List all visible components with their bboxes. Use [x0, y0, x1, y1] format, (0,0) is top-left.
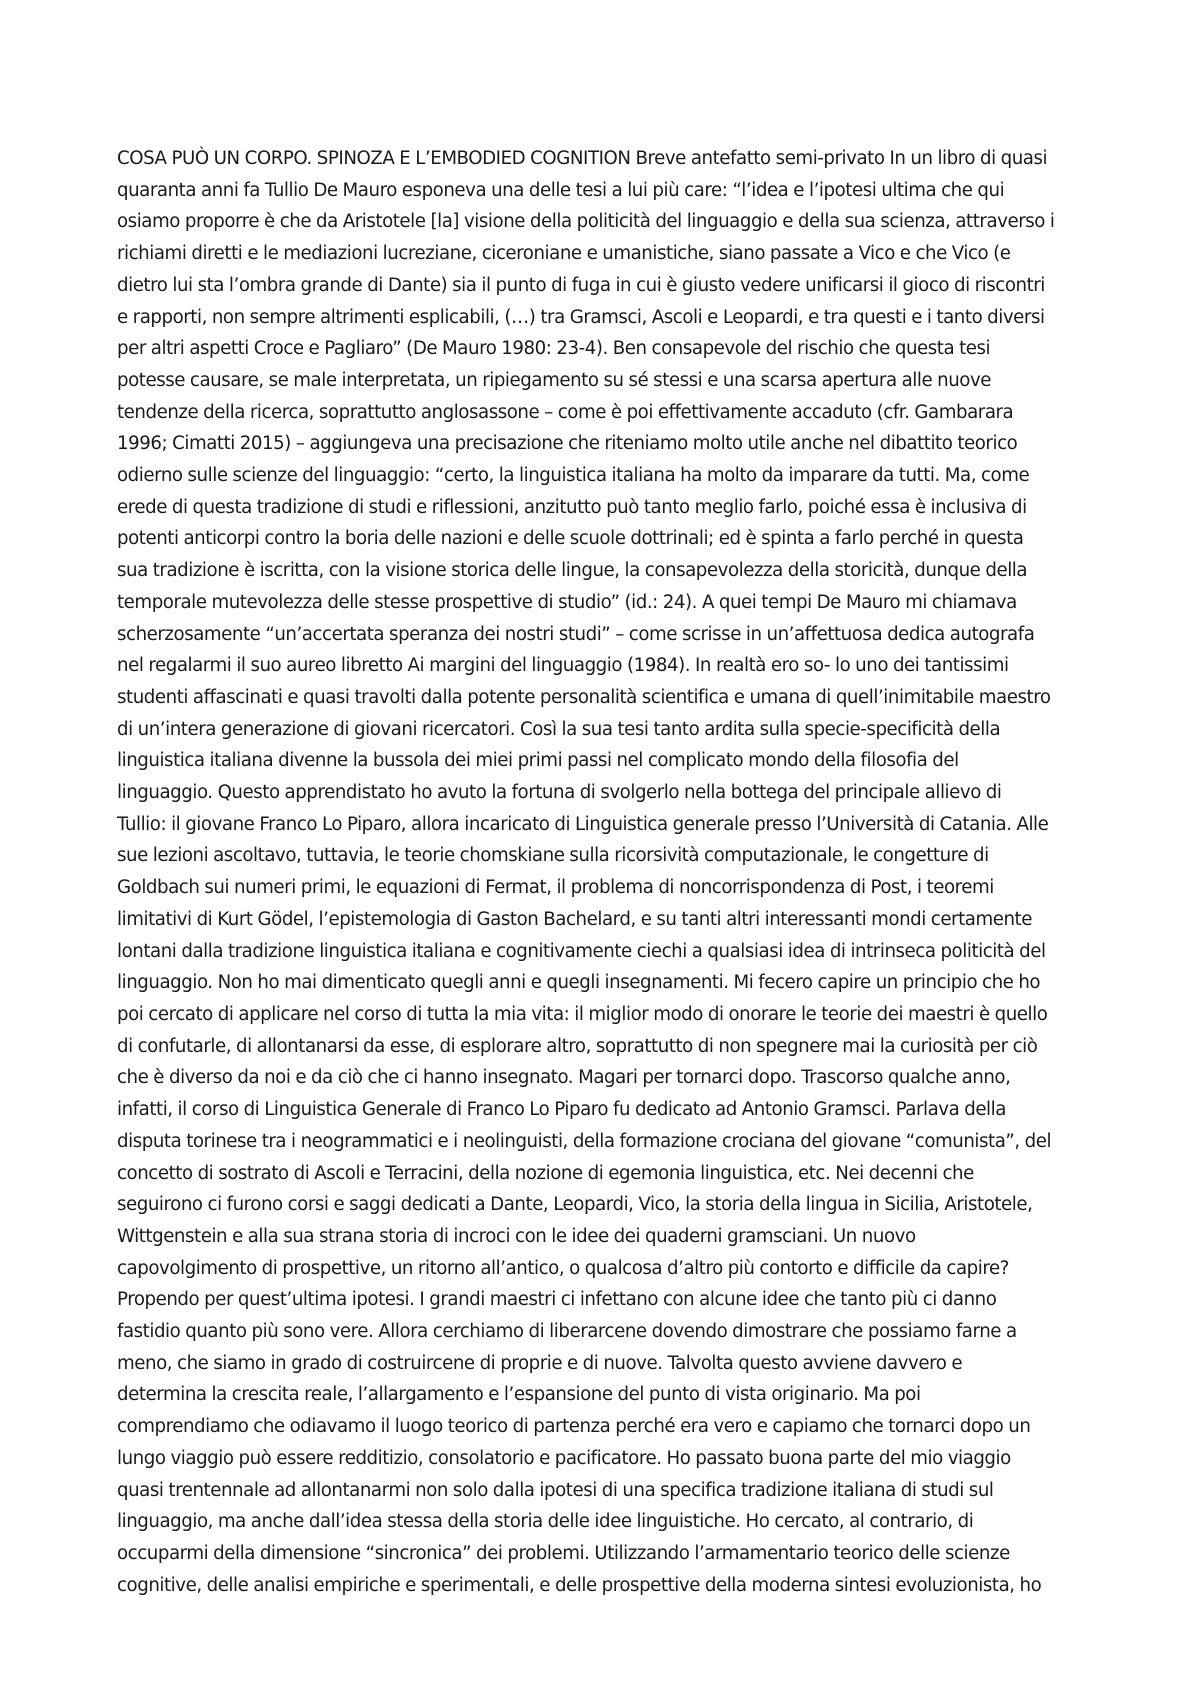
text-line: quasi trentennale ad allontanarmi non solo dalla ipotesi di una specifica tradizione italiana di studi sul: [117, 1479, 994, 1501]
text-line: temporale mutevolezza delle stesse prospettive di studio” (id.: 24). A quei tempi De Mauro mi chiamava: [117, 591, 1017, 613]
text-line: determina la crescita reale, l’allargamento e l’espansione del punto di vista originario. Ma poi: [117, 1384, 921, 1406]
text-line: concetto di sostrato di Ascoli e Terracini, della nozione di egemonia linguistica, etc. Nei decenni che: [117, 1162, 974, 1184]
text-line: 1996; Cimatti 2015) – aggiungeva una precisazione che riteniamo molto utile anche nel dibattito teorico: [117, 433, 1018, 455]
text-line: lungo viaggio può essere redditizio, consolatorio e pacificatore. Ho passato buona parte del mio viaggio: [117, 1447, 1011, 1469]
text-line: linguaggio. Questo apprendistato ho avuto la fortuna di svolgerlo nella bottega del principale allievo di: [117, 782, 1002, 804]
text-line: e rapporti, non sempre altrimenti esplicabili, (…) tra Gramsci, Ascoli e Leopardi, e tra questi e i tanto diversi: [117, 306, 1045, 328]
text-line: cognitive, delle analisi empiriche e sperimentali, e delle prospettive della moderna sintesi evoluzionista, ho: [117, 1574, 1042, 1596]
text-line: capovolgimento di prospettive, un ritorno all’antico, o qualcosa d’altro più contorto e difficile da capire?: [117, 1257, 1009, 1279]
text-line: tendenze della ricerca, soprattutto anglosassone – come è poi effettivamente accaduto (cfr. Gambarara: [117, 401, 1014, 423]
text-line: quaranta anni fa Tullio De Mauro esponeva una delle tesi a lui più care: “l’idea e l’ipotesi ultima che qui: [117, 179, 1005, 201]
text-line: sua tradizione è iscritta, con la visione storica delle lingue, la consapevolezza della storicità, dunque della: [117, 560, 1028, 582]
text-line: Goldbach sui numeri primi, le equazioni di Fermat, il problema di noncorrispondenza di Post, i teoremi: [117, 877, 994, 899]
text-line: COSA PUÒ UN CORPO. SPINOZA E L’EMBODIED COGNITION Breve antefatto semi-privato In un libro di quasi: [117, 148, 1048, 169]
text-line: che è diverso da noi e da ciò che ci hanno insegnato. Magari per tornarci dopo. Trascorso qualche anno,: [117, 1067, 1011, 1089]
body-text: [117, 143, 1107, 1601]
text-line: Tullio: il giovane Franco Lo Piparo, allora incaricato di Linguistica generale presso l’Università di Catania. Alle: [117, 813, 1049, 835]
text-line: dietro lui sta l’ombra grande di Dante) sia il punto di fuga in cui è giusto vedere unificarsi il gioco di riscontri: [117, 274, 1045, 296]
text-line: erede di questa tradizione di studi e riflessioni, anzitutto può tanto meglio farlo, poiché essa è inclusiva di: [117, 496, 1027, 518]
text-line: lontani dalla tradizione linguistica italiana e cognitivamente ciechi a qualsiasi idea di intrinseca politicità del: [117, 940, 1046, 962]
text-line: linguaggio, ma anche dall’idea stessa della storia delle idee linguistiche. Ho cercato, al contrario, di: [117, 1511, 974, 1533]
text-line: occuparmi della dimensione “sincronica” dei problemi. Utilizzando l’armamentario teorico delle scienze: [117, 1542, 1010, 1564]
text-line: per altri aspetti Croce e Pagliaro” (De Mauro 1980: 23-4). Ben consapevole del rischio che questa tesi: [117, 338, 991, 360]
text-line: disputa torinese tra i neogrammatici e i neolinguisti, della formazione crociana del giovane “comunista”, del: [117, 1130, 1052, 1152]
text-line: scherzosamente “un’accertata speranza dei nostri studi” – come scrisse in un’affettuosa dedica autografa: [117, 623, 1035, 645]
text-line: studenti affascinati e quasi travolti dalla potente personalità scientifica e umana di quell’inimitabile maestro: [117, 686, 1051, 708]
text-line: fastidio quanto più sono vere. Allora cerchiamo di liberarcene dovendo dimostrare che possiamo farne a: [117, 1321, 1017, 1343]
text-line: limitativi di Kurt Gödel, l’epistemologia di Gaston Bachelard, e su tanti altri interessanti mondi certamente: [117, 908, 1032, 930]
text-line: Wittgenstein e alla sua strana storia di incroci con le idee dei quaderni gramsciani. Un nuovo: [117, 1225, 916, 1247]
text-line: meno, che siamo in grado di costruircene di proprie e di nuove. Talvolta questo avviene davvero e: [117, 1352, 963, 1374]
text-line: odierno sulle scienze del linguaggio: “certo, la linguistica italiana ha molto da imparare da tutti. Ma, come: [117, 465, 1030, 487]
text-line: Propendo per quest’ultima ipotesi. I grandi maestri ci infettano con alcune idee che tanto più ci danno: [117, 1289, 997, 1311]
text-line: osiamo proporre è che da Aristotele [la] visione della politicità del linguaggio e della sua scienza, attraverso i: [117, 211, 1055, 233]
text-line: potesse causare, se male interpretata, un ripiegamento su sé stessi e una scarsa apertura alle nuove: [117, 369, 992, 391]
text-line: potenti anticorpi contro la boria delle nazioni e delle scuole dottrinali; ed è spinta a farlo perché in questa: [117, 528, 1024, 550]
text-line: richiami diretti e le mediazioni lucreziane, ciceroniane e umanistiche, siano passate a Vico e che Vico (e: [117, 243, 1011, 265]
text-line: comprendiamo che odiavamo il luogo teorico di partenza perché era vero e capiamo che tornarci dopo un: [117, 1416, 1031, 1438]
text-line: di confutarle, di allontanarsi da esse, di esplorare altro, soprattutto di non spegnere mai la curiosità per ciò: [117, 1035, 1038, 1057]
text-line: poi cercato di applicare nel corso di tutta la mia vita: il miglior modo di onorare le teorie dei maestri è quello: [117, 1003, 1048, 1025]
text-line: sue lezioni ascoltavo, tuttavia, le teorie chomskiane sulla ricorsività computazionale, le congetture di: [117, 845, 989, 867]
text-line: linguistica italiana divenne la bussola dei miei primi passi nel complicato mondo della filosofia del: [117, 750, 959, 772]
text-line: di un’intera generazione di giovani ricercatori. Così la sua tesi tanto ardita sulla specie-specificità della: [117, 718, 1001, 740]
text-line: linguaggio. Non ho mai dimenticato quegli anni e quegli insegnamenti. Mi fecero capire un principio che ho: [117, 972, 1041, 994]
text-line: seguirono ci furono corsi e saggi dedicati a Dante, Leopardi, Vico, la storia della lingua in Sicilia, Aristotele,: [117, 1194, 1033, 1216]
text-line: nel regalarmi il suo aureo libretto Ai margini del linguaggio (1984). In realtà ero so- lo uno dei tantissimi: [117, 655, 1009, 677]
text-line: infatti, il corso di Linguistica Generale di Franco Lo Piparo fu dedicato ad Antonio Gramsci. Parlava della: [117, 1099, 1006, 1121]
